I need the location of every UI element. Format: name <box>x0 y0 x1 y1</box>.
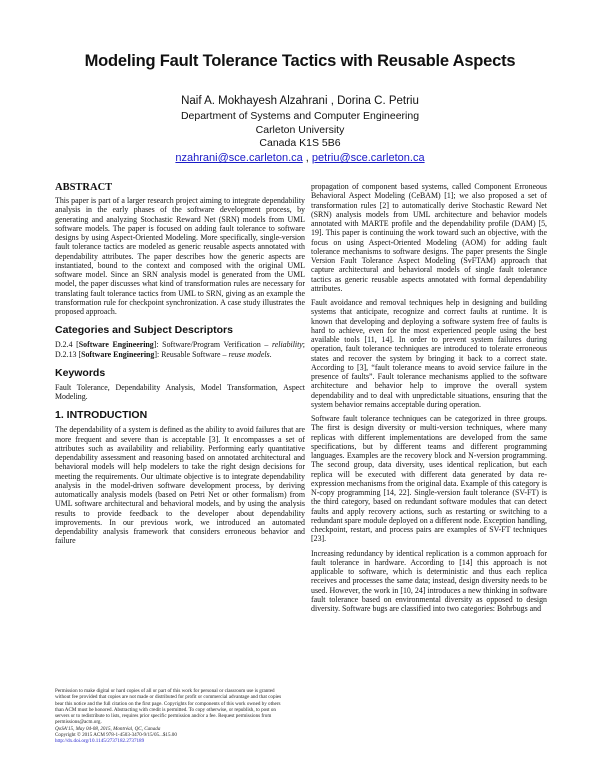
email-link-2[interactable]: petriu@sce.carleton.ca <box>311 152 425 165</box>
abstract-heading: ABSTRACT <box>55 182 113 193</box>
author-university: Carleton University <box>255 123 345 136</box>
introduction-paragraph: The dependability of a system is defined as the ability to avoid failures that are more frequent and severe than is acceptable [3]. It encompasses a set of attributes such as availability and reliability. Performing early quantitative dependability assessment and reasoning based on annotated architectural and behavioral models will help modelers to take the right design decisions for meeting the requirements. Our ultimate objective is to integrate dependability analysis in the model-driven software development process, by deriving automatically analysis models (based on Petri Net or other formalism) from UML software architectural and behavioral models, and by using the analysis results to provide feedback to the developer about dependability improvements. In our previous work, we introduced an automated dependability analysis framework that considers erroneous behavior and failure <box>55 425 305 546</box>
copyright-line: Copyright © 2015 ACM 978-1-4503-3470-9/15/05...$15.00 <box>55 732 177 739</box>
permission-text: Permission to make digital or hard copies of all or part of this work for personal or classroom use is granted without fee provided that copies are not made or distributed for profit or commercial advantage and that copies bear this notice and the full citation on the first page. Copyrights for components of this work owned by others than ACM must be honored. Abstracting with credit is permitted. To copy otherwise, or republish, to post on servers or to redistribute to lists, requires prior specific permission and/or a fee. Request permissions from permissions@acm.org. <box>55 688 282 726</box>
author-department: Department of Systems and Computer Engineering <box>180 110 420 123</box>
email-separator: , <box>302 152 312 165</box>
author-names: Naif A. Mokhayesh Alzahrani , Dorina C. Petriu <box>181 95 419 107</box>
copyright-footnote <box>55 688 290 745</box>
right-paragraph-3: Software fault tolerance techniques can be categorized in three groups. The first is design diversity or multi-version techniques, where many replicas with different implementations are developed from the same specifications, but by different teams and different programming languages. Examples are the recovery block and N-version programming. The second group, data diversity, uses identical replication, but each replica will be executed with different data generated by data re-expression mechanisms from the original data. Example of this category is N-copy programming [14, 22]. Single-version fault tolerance (SV-FT) is the third category, based on redundant software modules that can detect faults and apply recovery actions, such as restarting or switching to a redundant spare module deployed on a different node. Exception handling, checkpoint, restart, and process pairs are examples of SV-FT techniques [23]. <box>311 414 547 544</box>
right-paragraph-4: Increasing redundancy by identical replication is a common approach for fault tolerance in hardware. According to [14] this approach is not applicable to software, which is deterministic and thus each replica receives and processes the same data; instead, design diversity needs to be used. However, the work in [10, 24] introduces a new thinking in software fault tolerance based on environmental diversity as opposed to design diversity. Software bugs are classified into two categories: Bohrbugs and <box>311 548 547 613</box>
keywords-text: Fault Tolerance, Dependability Analysis, Model Transformation, Aspect Modeling. <box>55 382 305 401</box>
email-link-1[interactable]: nzahrani@sce.carleton.ca <box>175 152 303 165</box>
venue-line: QoSA'15, May 04-08, 2015, Montréal, QC, Canada <box>55 725 161 732</box>
right-paragraph-2: Fault avoidance and removal techniques help in designing and building systems that anticipate, recognize and correct faults at runtime. It is known that developing and deploying a software system free of faults is hard to achieve, even for the most experienced people using the best available tools [11, 14]. In order to prevent system failures during operation, fault tolerance techniques are introduced to tolerate erroneous states and recover the system by bringing it back to a correct state. According to [3], “fault tolerance means to avoid service failure in the presence of faults”. Fault tolerance mechanisms applied to the software architecture and behavior help to improve the overall system dependability and to deal with unpredictable situations, ensuring that the system behavior remains acceptable during operation. <box>311 298 547 409</box>
abstract-text: This paper is part of a larger research project aiming to integrate dependability analysis in the early phases of the software development process, by generating and analyzing Stochastic Reward Net (SRN) models from UML software models. The paper is focused on adding fault tolerance to software designs by using Aspect-Oriented Modeling. More specifically, single-version fault tolerance tactics are modeled as generic reusable aspects annotated with dependability attributes. The paper describes how the generic aspects are instantiated, bound to the context and composed with the original UML software model. Since an SRN analysis model is generated from the UML model, the paper discusses what kind of transformation rules are necessary for translating fault tolerance tactics from UML to SRN, giving as an example the transformation rule for checkpoint synchronization. A case study illustrates the proposed approach. <box>55 196 305 316</box>
categories-heading: Categories and Subject Descriptors <box>55 324 233 337</box>
introduction-heading: 1. INTRODUCTION <box>55 409 148 422</box>
categories-text: D.2.4 [Software Engineering]: Software/Program Verification – reliability; D.2.13 [Software Engineering]: Reusable Software – reuse models. <box>55 340 305 359</box>
author-emails <box>0 152 600 165</box>
right-column <box>311 182 547 613</box>
author-location: Canada K1S 5B6 <box>259 136 341 149</box>
right-paragraph-1: propagation of component based systems, called Component Erroneous Behavioral Aspect Modeling (CeBAM) [1]; we also proposed a set of transformation rules [2] to automatically derive Stochastic Reward Net (SRN) analysis models from UML architecture and behavior models annotated with MARTE profile and the dependability profile (DAM) [5, 19]. This paper is continuing the work toward such an objective, with the focus on using Aspect-Oriented Modeling (AOM) for adding fault tolerance mechanisms to software designs. The paper presents the Single Version Fault Tolerance Aspect Modeling (SvFTAM) approach that capture architectural and behavioral models of single fault tolerance tactics as generic reusable aspects annotated with formal dependability attributes. <box>311 182 547 293</box>
keywords-heading: Keywords <box>55 366 106 379</box>
paper-title: Modeling Fault Tolerance Tactics with Reusable Aspects <box>84 52 516 70</box>
author-block <box>0 95 600 165</box>
left-column <box>55 181 305 546</box>
doi-link[interactable]: http://dx.doi.org/10.1145/2737182.2737189 <box>55 738 145 745</box>
